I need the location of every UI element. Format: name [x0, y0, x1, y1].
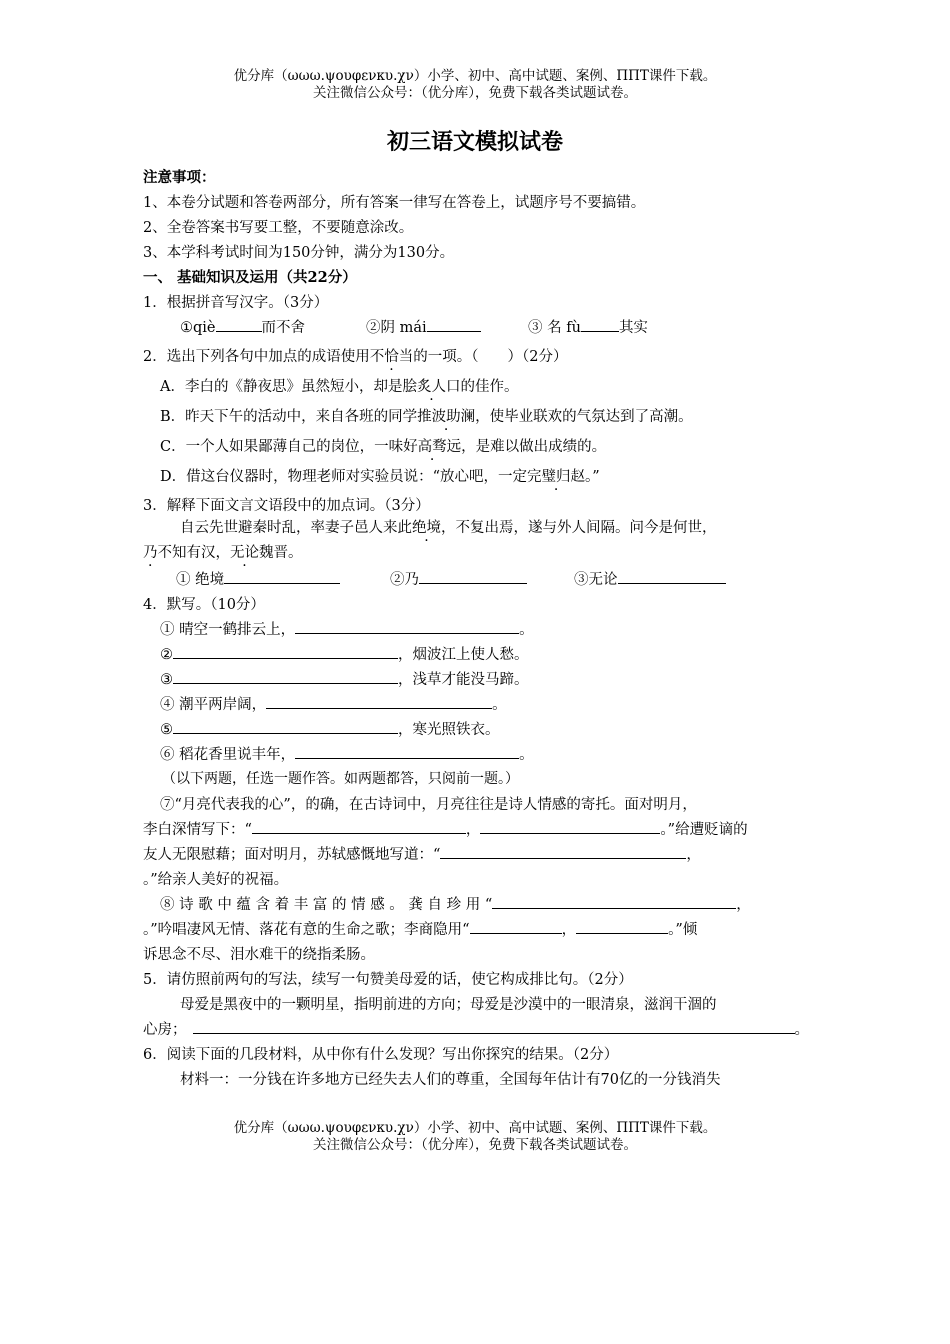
q4-line-6	[160, 743, 534, 764]
q4-stem: 4．默写。（10分）	[143, 597, 265, 613]
q4-l8b-pre: 。”吟唱凄风无情、落花有意的生命之歌；李商隐用“	[143, 922, 470, 938]
q2-b-idiom: 推波助澜	[417, 409, 476, 425]
q1-stem: 1．根据拼音写汉字。（3分）	[143, 295, 329, 311]
notes-heading: 注意事项：	[143, 169, 216, 186]
q2-a-idiom: 脍炙人口	[402, 379, 461, 395]
q4-l1-text: ① 晴空一鹤排云上，	[160, 622, 296, 638]
q2-option-c	[160, 435, 606, 456]
q2-stem	[143, 345, 567, 366]
q3-c-blank[interactable]	[618, 569, 726, 584]
section-1-heading: 一、 基础知识及运用（共22分）	[143, 269, 357, 286]
q2-stem-emphasis: 不恰当	[369, 349, 414, 365]
q4-l4-text: ④ 潮平两岸阔，	[160, 697, 267, 713]
notes-item-2: 2、全卷答案书写要工整，不要随意涂改。	[143, 220, 414, 236]
q4-l2-end: ，烟波江上使人愁。	[398, 647, 529, 663]
q3-c-label: ③无论	[574, 572, 618, 588]
q1-a-blank[interactable]	[216, 317, 262, 332]
q4-item-8-line-1	[160, 893, 751, 914]
q4-l3-end: ，浅草才能没马蹄。	[398, 672, 529, 688]
q4-l3-text: ③	[160, 672, 173, 688]
q4-line-2	[160, 643, 529, 664]
q6-stem: 6．阅读下面的几段材料，从中你有什么发现？写出你探究的结果。（2分）	[143, 1047, 619, 1063]
q2-c-post: ，是难以做出成绩的。	[461, 439, 607, 455]
q4-l8-blank-1[interactable]	[492, 894, 736, 909]
q4-l7-blank-3[interactable]	[440, 844, 686, 859]
q4-l8-blank-3[interactable]	[576, 919, 668, 934]
q4-l6-blank[interactable]	[295, 744, 519, 759]
q4-l4-blank[interactable]	[266, 694, 492, 709]
q5-answer-blank[interactable]	[193, 1019, 795, 1034]
q2-c-idiom: 好高骛远	[403, 439, 462, 455]
q3-answer-c	[574, 568, 726, 589]
q2-option-a	[160, 375, 518, 396]
q4-l7b-pre: 李白深情写下：“	[143, 822, 252, 838]
q4-l5-blank[interactable]	[173, 719, 398, 734]
q4-l1-end: 。	[519, 622, 534, 638]
q2-d-post: 。”	[585, 469, 600, 485]
header-line-2: 关注微信公众号：（优分库），免费下载各类试题试卷。	[313, 85, 637, 101]
q3-passage-line-2	[143, 541, 303, 562]
q4-l8-blank-2[interactable]	[470, 919, 562, 934]
q4-line-4	[160, 693, 507, 714]
q1-a-after: 而不舍	[261, 320, 305, 336]
q4-l5-end: ，寒光照铁衣。	[398, 722, 500, 738]
q3-p2-keyword-2: 无论	[230, 545, 259, 561]
q4-item-8-line-3: 诉思念不尽、泪水难干的绕指柔肠。	[143, 947, 375, 963]
q4-l7b-post: 。”给遭贬谪的	[660, 822, 748, 838]
q2-c-pre: C．一个人如果鄙薄自己的岗位，一味	[160, 439, 404, 455]
q4-l4-end: 。	[492, 697, 507, 713]
q4-item-8-line-2	[143, 918, 697, 939]
q5-prompt-line-2	[143, 1018, 809, 1039]
q1-c-blank[interactable]	[581, 317, 619, 332]
q3-answer-b	[390, 568, 527, 589]
q4-l1-blank[interactable]	[295, 619, 519, 634]
q5-p2-end: 。	[794, 1022, 809, 1038]
q3-b-blank[interactable]	[419, 569, 527, 584]
q4-l8b-mid: ，	[561, 922, 577, 938]
q2-a-post: 的佳作。	[460, 379, 519, 395]
q3-b-label: ②乃	[390, 572, 419, 588]
notes-item-1: 1、本卷分试题和答卷两部分，所有答案一律写在答卷上，试题序号不要搞错。	[143, 195, 646, 211]
q4-l7b-mid: ，	[465, 822, 481, 838]
q3-p1-keyword: 绝境	[412, 520, 441, 536]
footer-line-1: 优分库（ωωω.ψουφενκυ.χν）小学、初中、高中试题、案例、ΠΠΤ课件下载。	[233, 1120, 717, 1136]
q1-a	[180, 316, 305, 337]
q3-p1-post: ，不复出焉，遂与外人间隔。问今是何世，	[441, 520, 717, 536]
q5-stem: 5．请仿照前两句的写法，续写一句赞美母爱的话，使它构成排比句。（2分）	[143, 972, 633, 988]
q1-c-label: ③ 名 fù	[528, 320, 581, 336]
q2-b-pre: B．昨天下午的活动中，来自各班的同学	[160, 409, 418, 425]
q4-item-7-line-3	[143, 843, 701, 864]
q3-a-blank[interactable]	[224, 569, 340, 584]
q3-p1-pre: 自云先世避秦时乱，率妻子邑人来此	[180, 520, 412, 536]
q4-l5-text: ⑤	[160, 722, 173, 738]
q1-b	[366, 316, 481, 337]
q4-l6-end: 。	[519, 747, 534, 763]
q5-prompt-line-1: 母爱是黑夜中的一颗明星，指明前进的方向；母爱是沙漠中的一眼清泉，滋润干涸的	[180, 997, 717, 1013]
q2-stem-pre: 2．选出下列各句中加点的成语使用	[143, 349, 370, 365]
q4-item-7-line-1: ⑦“月亮代表我的心”，的确，在古诗词中，月亮往往是诗人情感的寄托。面对明月，	[160, 797, 697, 813]
q4-item-7-line-2	[143, 818, 748, 839]
q5-p2-text: 心房；	[143, 1022, 187, 1038]
q4-l3-blank[interactable]	[173, 669, 398, 684]
q3-answer-a	[176, 568, 340, 589]
q3-passage-line-1	[180, 516, 717, 537]
q4-choice-note: （以下两题，任选一题作答。如两题都答，只阅前一题。）	[162, 771, 519, 787]
q4-l6-text: ⑥ 稻花香里说丰年，	[160, 747, 296, 763]
q2-d-pre: D．借这台仪器时，物理老师对实验员说：“放心吧，一定	[160, 469, 528, 485]
q4-l7c-pre: 友人无限慰藉；面对明月，苏轼感慨地写道：“	[143, 847, 441, 863]
q1-b-label: ②阴 mái	[366, 320, 427, 336]
q4-item-7-line-4: 。”给亲人美好的祝福。	[143, 872, 289, 888]
footer-line-2: 关注微信公众号：（优分库），免费下载各类试题试卷。	[313, 1137, 637, 1153]
q4-l8a-post: ，	[736, 897, 751, 913]
q4-l2-blank[interactable]	[173, 644, 398, 659]
q1-c	[528, 316, 648, 337]
q1-b-blank[interactable]	[427, 317, 481, 332]
q2-stem-post: 的一项。（ ）（2分）	[413, 349, 568, 365]
q1-a-label: ①qiè	[180, 320, 216, 336]
header-line-1: 优分库（ωωω.ψουφενκυ.χν）小学、初中、高中试题、案例、ΠΠΤ课件下载。	[233, 68, 717, 84]
q4-l8a-pre: ⑧ 诗 歌 中 蕴 含 着 丰 富 的 情 感 。 龚 自 珍 用 “	[160, 897, 493, 913]
q2-b-post: ，使毕业联欢的气氛达到了高潮。	[475, 409, 693, 425]
q2-a-pre: A．李白的《静夜思》虽然短小，却是	[160, 379, 403, 395]
q3-p2-keyword-1: 乃	[143, 545, 158, 561]
q3-p2-post: 魏晋。	[259, 545, 303, 561]
q4-line-5	[160, 718, 500, 739]
q3-p2-mid: 不知有汉，	[157, 545, 230, 561]
q1-c-after: 其实	[618, 320, 648, 336]
page-title: 初三语文模拟试卷	[386, 129, 563, 155]
q4-l7-blank-1[interactable]	[252, 819, 466, 834]
q6-material-1: 材料一：一分钱在许多地方已经失去人们的尊重，全国每年估计有70亿的一分钱消失	[180, 1072, 721, 1088]
q4-line-1	[160, 618, 534, 639]
q4-line-3	[160, 668, 529, 689]
q4-l7c-post: ，	[686, 847, 701, 863]
q2-d-idiom: 完璧归赵	[527, 469, 586, 485]
q4-l2-text: ②	[160, 647, 173, 663]
q3-stem: 3．解释下面文言文语段中的加点词。（3分）	[143, 498, 430, 514]
q4-l7-blank-2[interactable]	[480, 819, 660, 834]
notes-item-3: 3、本学科考试时间为150分钟，满分为130分。	[143, 245, 455, 261]
q2-option-b	[160, 405, 693, 426]
q4-l8b-post: 。”倾	[668, 922, 698, 938]
q3-a-label: ① 绝境	[176, 572, 225, 588]
q2-option-d	[160, 465, 600, 486]
